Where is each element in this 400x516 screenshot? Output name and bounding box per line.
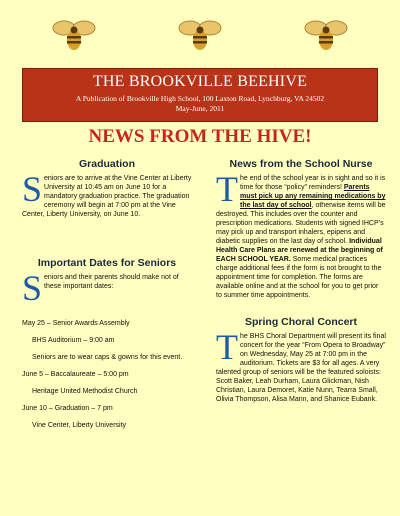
important-dates-heading: Important Dates for Seniors (37, 257, 177, 269)
page-headline: NEWS FROM THE HIVE! (88, 126, 312, 147)
masthead-date: May-June, 2011 (175, 104, 225, 113)
right-column (216, 158, 386, 404)
medication-notice: Parents must pick up any remaining medications by the last day of school (240, 184, 386, 209)
graduation-article: Seniors are to arrive at the Vine Center at Liberty University at 10:45 am on June 10 for a mandatory graduation practice. The graduation ceremony will begin at 7:00 pm at the Vine Center, Liberty University, on June 10. (22, 169, 192, 218)
bee-icon (304, 16, 348, 52)
ihcp-notice: Individual Health Care Plans are renewed at the beginning of EACH SCHOOL YEAR. (216, 238, 383, 263)
date-entry: May 25 – Senior Awards Assembly (22, 320, 130, 327)
masthead-banner (22, 68, 378, 122)
drop-cap: S (22, 268, 43, 308)
date-entry: June 5 – Baccalaureate – 5:00 pm (22, 371, 129, 378)
nurse-heading: News from the School Nurse (229, 158, 373, 170)
date-detail: Vine Center, Liberty University (32, 422, 127, 429)
choral-article: The BHS Choral Department will present its final concert for the year “From Opera to Broadway” on Wednesday, May 25 at 7:00 pm in the auditorium. Tickets are $3 for all ages. A very talented group of seniors will be the featured soloists: Scott Baker, Leah Durham, Laura Glickman, Nish Christian, Laura Demoret, Katie Nunn, Tearra Small, Olivia Thompson, Alisa Mann, and Shanice Eubank. (216, 327, 386, 403)
graduation-heading: Graduation (78, 158, 135, 170)
dates-intro: Seniors and their parents should make not of these important dates: (22, 268, 179, 308)
date-detail: Seniors are to wear caps & gowns for this event. (32, 354, 183, 361)
nurse-article: The end of the school year is in sight and so it is time for those “policy” reminders! Parents must pick up any remaining medications by the last day of school, otherwise items will be destroyed. This includes over the counter and prescription medications. Students with signed IHCP’s may pick up and transport inhalers, epipens and diabetic supplies on the last day of school. Individual Health Care Plans are renewed at the beginning of EACH SCHOOL YEAR. Some medical practices charge additional fees if the form is not brought to the appointment time for completion. The forms are available online and at the school for you to get prior to summer time appointments. (216, 169, 386, 299)
drop-cap: S (22, 169, 43, 209)
left-column (22, 158, 192, 430)
date-detail: BHS Auditorium – 9:00 am (32, 337, 115, 344)
choral-heading: Spring Choral Concert (244, 316, 357, 328)
drop-cap: T (216, 327, 238, 367)
date-detail: Heritage United Methodist Church (32, 388, 138, 395)
date-entry: June 10 – Graduation – 7 pm (22, 405, 113, 412)
masthead-subtitle: A Publication of Brookville High School, 100 Laxton Road, Lynchburg, VA 24502 (75, 94, 325, 103)
masthead-title: THE BROOKVILLE BEEHIVE (92, 73, 308, 90)
drop-cap: T (216, 169, 238, 209)
bee-icon (178, 16, 222, 52)
bee-icon (52, 16, 96, 52)
